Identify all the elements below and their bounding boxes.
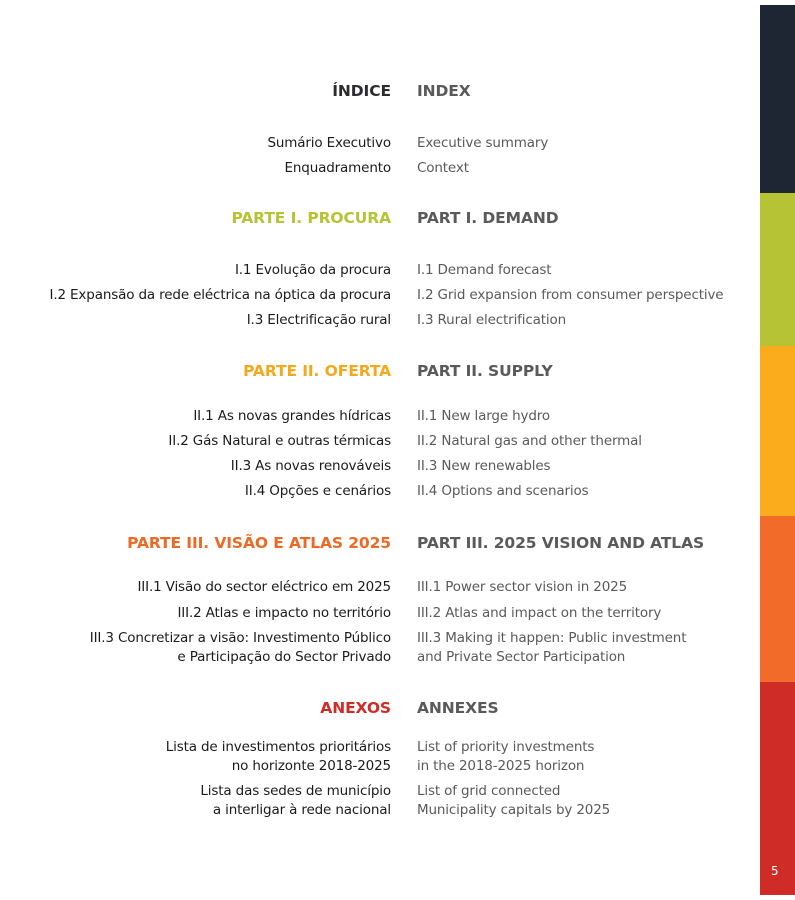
toc-entry-pt[interactable]: I.1 Evolução da procura — [234, 262, 391, 278]
page-number: 5 — [771, 864, 779, 878]
toc-entry-en[interactable]: List of grid connected — [417, 783, 561, 799]
toc-entry-pt[interactable]: II.3 As novas renováveis — [230, 458, 391, 474]
toc-entry-pt[interactable]: Lista de investimentos prioritários — [165, 739, 391, 755]
annexes-title-pt[interactable]: ANEXOS — [320, 699, 391, 717]
toc-entry-en-continued[interactable]: and Private Sector Participation — [417, 649, 626, 665]
toc-entry-pt-continued[interactable]: a interligar à rede nacional — [212, 802, 391, 818]
toc-entry-en[interactable]: II.3 New renewables — [417, 458, 551, 474]
toc-entry-pt[interactable]: I.2 Expansão da rede eléctrica na óptica da procura — [49, 287, 391, 303]
toc-entry-en[interactable]: Executive summary — [417, 135, 549, 151]
toc-entry-en[interactable]: II.1 New large hydro — [417, 408, 551, 424]
toc-entry-pt[interactable]: Lista das sedes de município — [200, 783, 391, 799]
toc-entry-en[interactable]: II.2 Natural gas and other thermal — [417, 433, 642, 449]
toc-entry-en[interactable]: II.4 Options and scenarios — [417, 483, 589, 499]
part-1-title-en[interactable]: PART I. DEMAND — [417, 209, 559, 227]
toc-entry-en[interactable]: I.3 Rural electrification — [417, 312, 567, 328]
part-3-title-en[interactable]: PART III. 2025 VISION AND ATLAS — [417, 534, 705, 552]
color-stripe-green — [760, 193, 795, 346]
color-stripe-dark — [760, 5, 795, 193]
toc-entry-en-continued[interactable]: Municipality capitals by 2025 — [417, 802, 611, 818]
toc-entry-pt-continued[interactable]: e Participação do Sector Privado — [177, 649, 391, 665]
part-1-title-pt[interactable]: PARTE I. PROCURA — [231, 209, 391, 227]
toc-entry-pt[interactable]: I.3 Electrificação rural — [246, 312, 391, 328]
toc-entry-en-continued[interactable]: in the 2018-2025 horizon — [417, 758, 585, 774]
toc-entry-pt[interactable]: II.4 Opções e cenários — [244, 483, 391, 499]
toc-entry-pt[interactable]: Sumário Executivo — [267, 135, 391, 151]
toc-entry-pt[interactable]: Enquadramento — [284, 160, 391, 176]
toc-entry-pt[interactable]: III.1 Visão do sector eléctrico em 2025 — [137, 579, 391, 595]
toc-entry-en[interactable]: I.2 Grid expansion from consumer perspective — [417, 287, 724, 303]
toc-entry-en[interactable]: List of priority investments — [417, 739, 595, 755]
toc-entry-pt[interactable]: II.1 As novas grandes hídricas — [193, 408, 391, 424]
toc-entry-en[interactable]: III.2 Atlas and impact on the territory — [417, 605, 662, 621]
part-2-title-pt[interactable]: PARTE II. OFERTA — [243, 362, 391, 380]
color-stripe-orange — [760, 516, 795, 682]
toc-entry-pt[interactable]: II.2 Gás Natural e outras térmicas — [168, 433, 391, 449]
toc-entry-pt-continued[interactable]: no horizonte 2018-2025 — [231, 758, 391, 774]
toc-entry-en[interactable]: III.3 Making it happen: Public investment — [417, 630, 687, 646]
index-title-en: INDEX — [417, 82, 471, 100]
annexes-title-en[interactable]: ANNEXES — [417, 699, 499, 717]
toc-entry-en[interactable]: III.1 Power sector vision in 2025 — [417, 579, 628, 595]
toc-entry-pt[interactable]: III.3 Concretizar a visão: Investimento Público — [89, 630, 391, 646]
toc-entry-en[interactable]: Context — [417, 160, 469, 176]
part-2-title-en[interactable]: PART II. SUPPLY — [417, 362, 553, 380]
color-stripe-yellow — [760, 346, 795, 516]
part-3-title-pt[interactable]: PARTE III. VISÃO E ATLAS 2025 — [127, 534, 391, 552]
index-title-pt: ÍNDICE — [332, 82, 391, 100]
toc-entry-pt[interactable]: III.2 Atlas e impacto no território — [177, 605, 391, 621]
toc-entry-en[interactable]: I.1 Demand forecast — [417, 262, 552, 278]
